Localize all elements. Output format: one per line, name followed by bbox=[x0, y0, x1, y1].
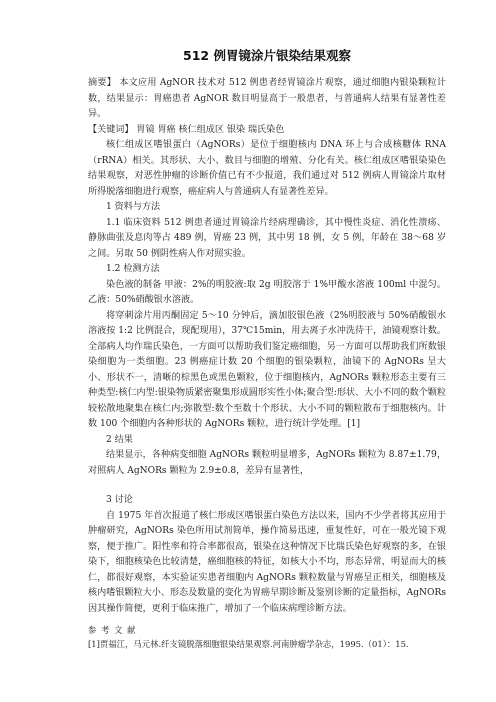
document-title: 512 例胃镜涂片银染结果观察 bbox=[183, 48, 351, 63]
keywords: 【关键词】 胃镜 胃癌 核仁组成区 银染 瑞氏染色 bbox=[88, 124, 285, 135]
section-3-heading: 3 讨论 bbox=[106, 495, 133, 505]
section-1-2-heading: 1.2 检测方法 bbox=[106, 264, 160, 274]
section-1-heading: 1 资料与方法 bbox=[106, 202, 161, 212]
reference-item: [1]贾福江，马元林.纤支镜脱落细胞银染结果观察.河南肿瘤学杂志，1995.（01）：15. bbox=[88, 639, 409, 649]
abstract: 摘要】 本文应用 AgNOR 技术对 512 例患者经胃镜涂片观察，通过细胞内银染颗粒计数，结果显示：胃癌患者 AgNOR 数目明显高于一般患者，与普通病人结果有显著性差异。 bbox=[88, 78, 446, 119]
section-1-1-paragraph: 1.1 临床资料 512 例患者通过胃镜涂片经病理确诊，其中慢性炎症、消化性溃疡、静脉曲张及息肉等占 489 例，胃癌 23 例，其中男 18 例，女 5 例，年龄在 38～68 岁之间。另取 50 例阴性病人作对照实验。 bbox=[88, 217, 446, 259]
section-3-paragraph: 自 1975 年首次报道了核仁形成区嗜银蛋白染色方法以来，国内不少学者将其应用于肿瘤研究，AgNORs 染色所用试剂简单，操作简易迅速，重复性好，可在一般光镜下观察，便于推广。阳性率和符合率都很高，银染在这种情况下比瑞氏染色好观察的多，在银染下，细胞核染色比较清楚，癌细胞核的特征，如核大小不均，形态异常，明显而大的核仁，都很好观察，本实验证实患者细胞内 AgNORs 颗粒数量与胃癌呈正相关，细胞核及核内嗜银颗粒大小、形态及数量的变化为胃癌早期诊断及鉴别诊断的定量指标，AgNORs 因其操作简便，更利于临床推广，增加了一个临床病理诊断方法。 bbox=[88, 510, 446, 614]
section-2-paragraph: 结果显示，各种病变细胞 AgNORs 颗粒明显增多，AgNORs 颗粒为 8.87±1.79，对照病人 AgNORs 颗粒为 2.9±0.8，差异有显著性， bbox=[88, 450, 446, 476]
intro-paragraph: 核仁组成区嗜银蛋白（AgNORs）是位于细胞核内 DNA 环上与合成核糖体 RNA（rRNA）相关。其形状、大小、数目与细胞的增殖、分化有关。核仁组成区嗜银染染色结果观察，对恶性肿瘤的诊断价值已有不少报道，我们通过对 512 例病人胃镜涂片取材所得脱落细胞进行观察，癌症病人与普通病人有显著性差异。 bbox=[88, 140, 446, 197]
references bbox=[88, 623, 446, 651]
paragraph-gap bbox=[88, 479, 446, 493]
references-heading: 参 考 文 献 bbox=[88, 625, 137, 635]
section-1-2-method-paragraph: 将穿刺涂片用丙酮固定 5～10 分钟后，滴加胶银色液（2%明胶液与 50%硝酸银水溶液按 1:2 比例混合，现配现用），37℃15min，用去离子水冲洗待干，油镜观察计数。全部病人均作瑞氏染色，一方面可以帮助我们鉴定癌细胞，另一方面可以帮助我们所数银染细胞为一类细胞。23 例癌症计数 20 个细胞的银染颗粒，油镜下的 AgNORs 呈大小、形状不一，清晰的棕黑色或黑色颗粒，位于细胞核内，AgNORs 颗粒形态主要有三种类型:核仁内型:银染物质紧密聚集形成圆形实性小体;聚合型:形状、大小不同的数个颗粒较松散地聚集在核仁内;弥散型:数个至数十个形状、大小不同的颗粒散布于细胞核内。计数 100 个细胞内各种形状的 AgNORs 颗粒，进行统计学处理。[1] bbox=[88, 310, 446, 429]
section-1-2-paragraph: 染色液的制备 甲液：2%的明胶液:取 2g 明胶溶于 1%甲酸水溶液 100ml 中混匀。乙液：50%硝酸银水溶液。 bbox=[88, 279, 446, 305]
section-2-heading: 2 结果 bbox=[106, 434, 133, 445]
